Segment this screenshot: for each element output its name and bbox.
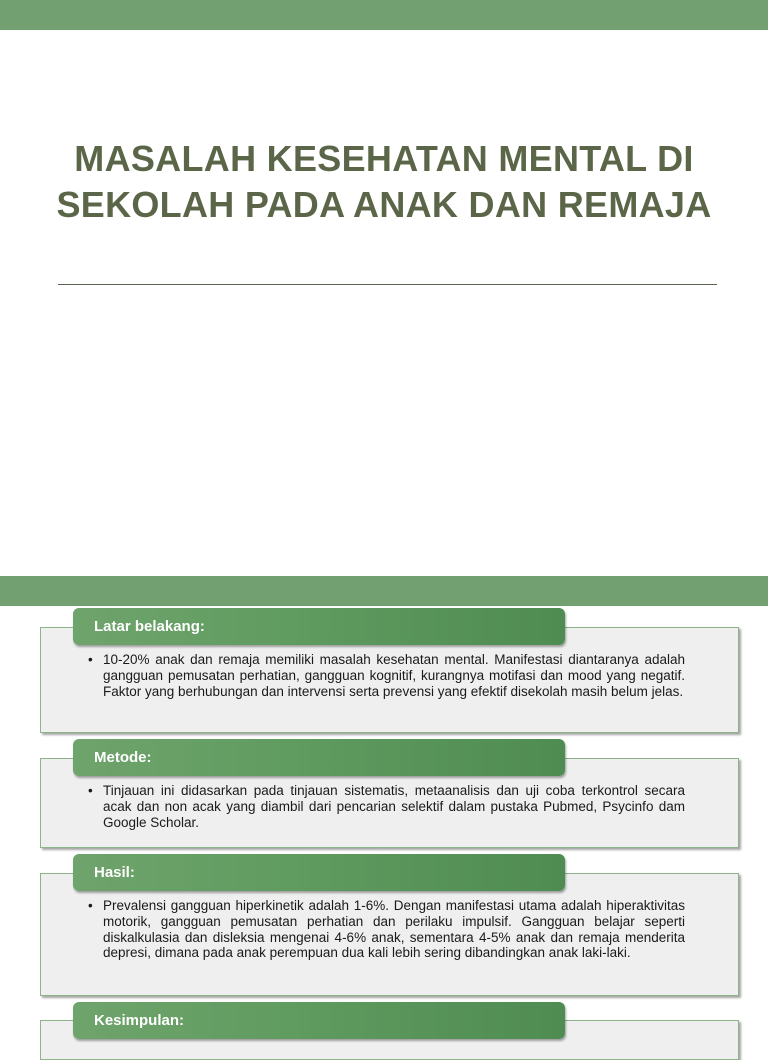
slide-title: MASALAH KESEHATAN MENTAL DI SEKOLAH PADA ANAK DAN REMAJA [56,138,712,225]
method-text: Tinjauan ini didasarkan pada tinjauan sistematis, metaanalisis dan uji coba terkontrol secara acak dan non acak yang diambil dari pencarian selektif dalam pustaka Pubmed, Psycinfo dam Google Scholar. [103,783,685,830]
method-bullet [88,783,685,830]
bullet-icon: • [88,898,93,913]
method-section-heading: Metode: [73,739,565,776]
background-section-heading: Latar belakang: [73,608,565,645]
results-bullet [88,898,685,961]
results-section-heading: Hasil: [73,854,565,891]
results-text: Prevalensi gangguan hiperkinetik adalah 1-6%. Dengan manifestasi utama adalah hiperaktivitas motorik, gangguan pemusatan perhatian dan perilaku impulsif. Gangguan belajar seperti diskalkulasia dan disleksia mengenai 4-6% anak, sementara 4-5% anak dan remaja menderita depresi, dimana pada anak perempuan dua kali lebih sering dibandingkan anak laki-laki. [103,898,685,961]
content-slide [0,576,768,1029]
bullet-icon: • [88,652,93,667]
bullet-icon: • [88,783,93,798]
conclusion-section-heading: Kesimpulan: [73,1002,565,1039]
top-accent-bar [0,576,768,606]
background-text: 10-20% anak dan remaja memiliki masalah kesehatan mental. Manifestasi diantaranya adalah gangguan pemusatan perhatian, gangguan kognitif, kurangnya motifasi dan mood yang negatif. Faktor yang berhubungan dan intervensi serta prevensi yang efektif disekolah masih belum jelas. [103,652,685,699]
background-bullet [88,652,685,699]
top-accent-bar [0,0,768,30]
title-divider [58,284,717,285]
